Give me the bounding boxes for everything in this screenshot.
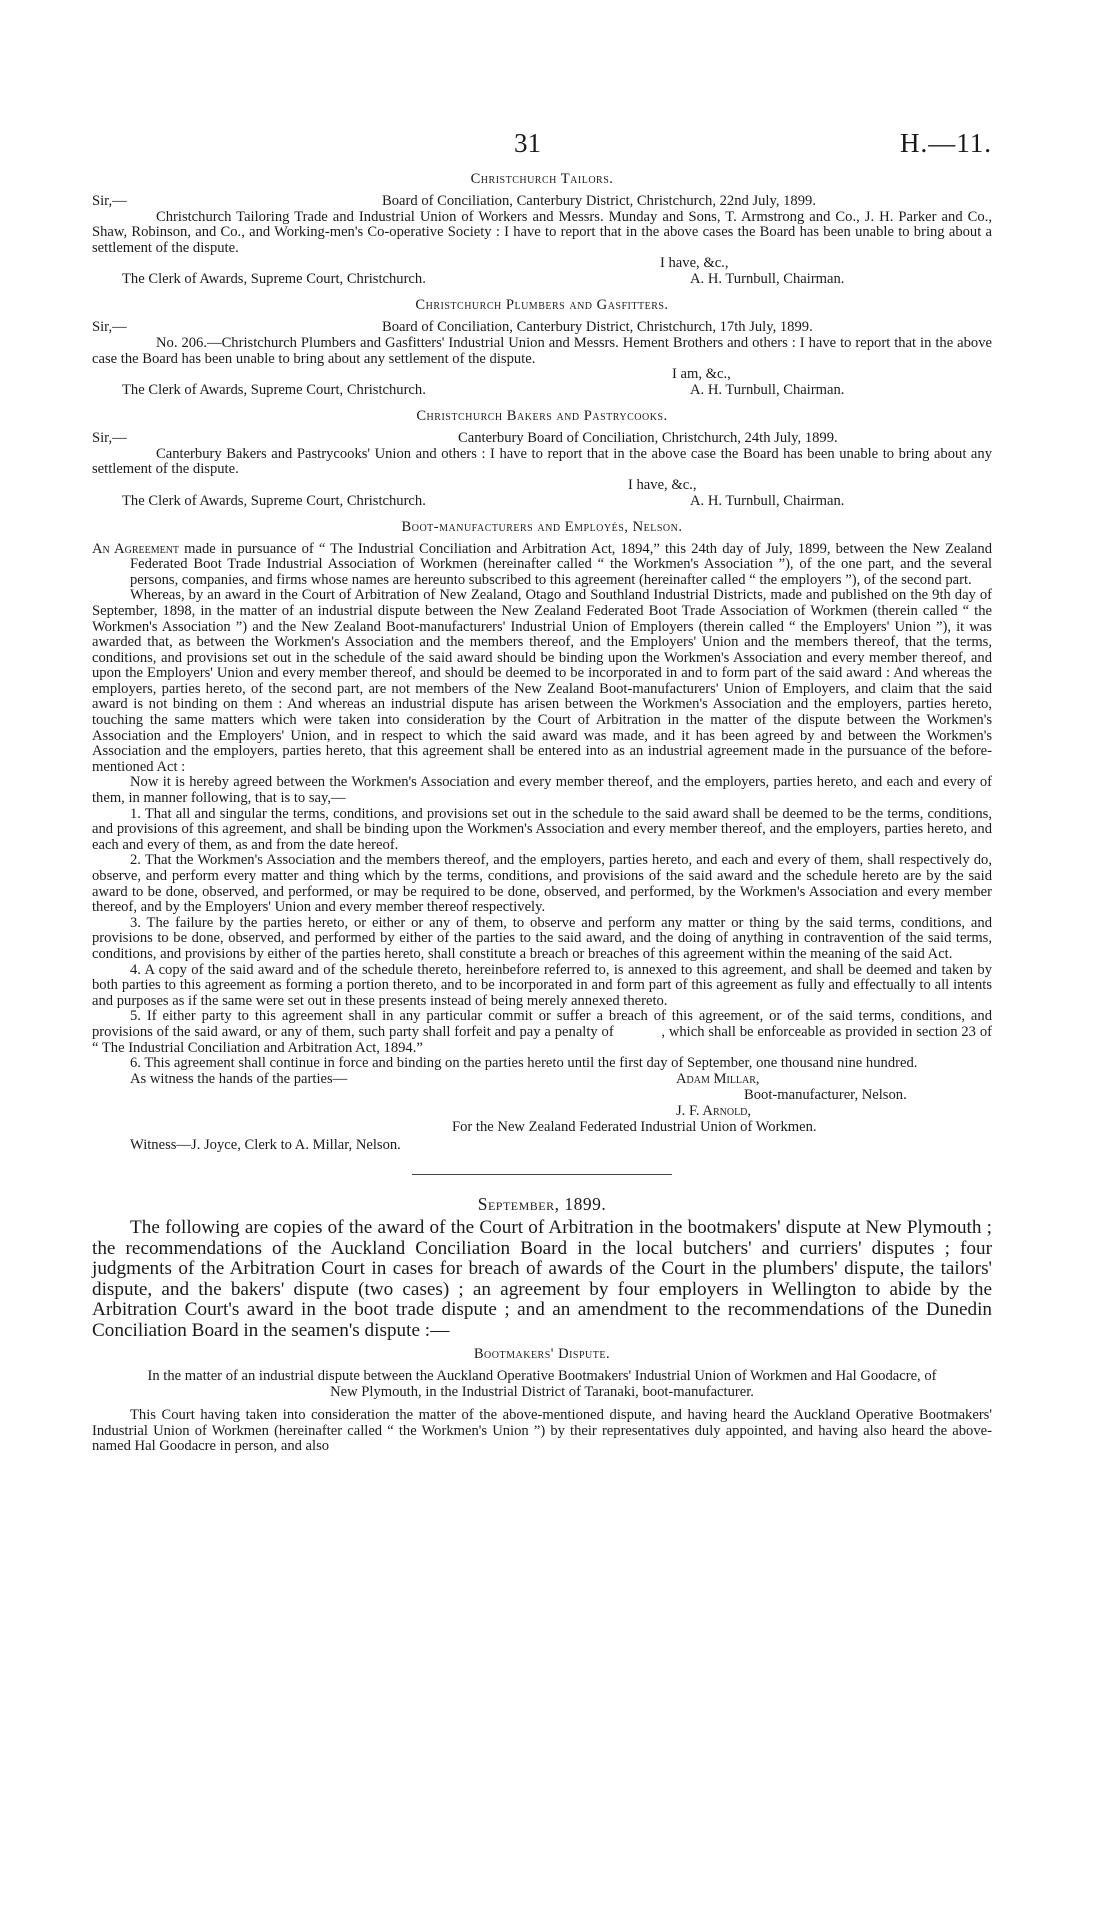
salutation: Sir,—: [92, 192, 127, 209]
witness-hands: As witness the hands of the parties—: [130, 1070, 348, 1087]
letter-body: Christchurch Tailoring Trade and Industrial Union of Workers and Messrs. Munday and Sons, T. Armstrong and Co., J. H. Parker and Co., Shaw, Robinson, and Co., and Working-men's Co-operative Society : I have to report that in the above cases the Board has been unable to bring about a settlement of the dispute.: [92, 208, 992, 256]
letter-addressee: The Clerk of Awards, Supreme Court, Christchurch.: [122, 271, 426, 288]
agreement-clause: 3. The failure by the parties hereto, or either or any of them, to observe and perform any matter or thing by the said terms, conditions, and provisions to be done, observed, and performed by either of the parties to the said award, and the doing of anything in contravention of the said terms, conditions, and provisions by either of the parties hereto, shall constitute a breach or breaches of this agreement within the meaning of the said Act.: [92, 914, 992, 962]
section-heading: Christchurch Tailors.: [470, 171, 614, 187]
section-heading: Bootmakers' Dispute.: [473, 1346, 611, 1363]
document-page: [92, 0, 992, 1916]
page-number: 31: [514, 128, 541, 158]
witness-line: Witness—J. Joyce, Clerk to A. Millar, Nelson.: [130, 1136, 401, 1153]
letter-addressee: The Clerk of Awards, Supreme Court, Christchurch.: [122, 382, 426, 399]
letter-closing: I have, &c.,: [628, 476, 697, 493]
salutation: Sir,—: [92, 318, 127, 335]
section-tailors: [92, 172, 992, 288]
signatory-name: Adam Millar,: [676, 1070, 760, 1087]
letter-place-date: Canterbury Board of Conciliation, Christchurch, 24th July, 1899.: [458, 429, 838, 446]
agreement-clause: 6. This agreement shall continue in force and binding on the parties hereto until the first day of September, one thousand nine hundred.: [130, 1055, 918, 1072]
document-reference: H.—11.: [900, 128, 992, 158]
agreement-intro: An Agreement made in pursuance of “ The Industrial Conciliation and Arbitration Act, 1894,” this 24th day of July, 1899, between the New Zealand Federated Boot Trade Industrial Association of Workmen (hereinafter called “ the Workmen's Association ”), of the one part, and the several persons, companies, and firms whose names are hereunto subscribed to this agreement (hereinafter called “ the employers ”), of the second part.: [92, 540, 992, 588]
signatory-title: Boot-manufacturer, Nelson.: [744, 1086, 907, 1103]
letter-place-date: Board of Conciliation, Canterbury District, Christchurch, 22nd July, 1899.: [382, 192, 816, 209]
section-boot-agreement: [92, 520, 992, 1152]
salutation: Sir,—: [92, 429, 127, 446]
section-heading: Christchurch Bakers and Pastrycooks.: [416, 408, 668, 425]
section-heading: Boot-manufacturers and Employés, Nelson.: [401, 518, 683, 535]
agreement-clause: 5. If either party to this agreement shall in any particular commit or suffer a breach of this agreement, or of the said terms, conditions, and provisions of the said award, or any of them, such party shall forfeit and pay a penalty of , which shall be enforceable as provided in section 23 of “ The Industrial Conciliation and Arbitration Act, 1894.”: [92, 1008, 992, 1056]
court-paragraph: This Court having taken into consideration the matter of the above-mentioned dispute, and having heard the Auckland Operative Bootmakers' Industrial Union of Workmen (hereinafter called “ the Workmen's Union ”) by their representatives duly appointed, and having also heard the above-named Hal Goodacre in person, and also: [92, 1407, 992, 1455]
letter-body: Canterbury Bakers and Pastrycooks' Union and others : I have to report that in the above case the Board has been unable to bring about any settlement of the dispute.: [92, 445, 992, 478]
agreement-clause: 2. That the Workmen's Association and the members thereof, and the employers, parties hereto, and each and every of them, shall respectively do, observe, and perform every matter and thing which by the terms, conditions, and provisions of the said award and the schedule hereto are by the said award to be done, observed, and performed, or may be required to be done, observed, and performed, by the Workmen's Association and every member thereof, and by the Employers' Union and every member thereof respectively.: [92, 852, 992, 916]
agreement-lead: An Agreement: [92, 540, 180, 557]
signatory-name: J. F. Arnold,: [676, 1102, 752, 1119]
letter-signature: A. H. Turnbull, Chairman.: [690, 271, 845, 288]
section-bakers: [92, 409, 992, 510]
agreement-whereas: Whereas, by an award in the Court of Arbitration of New Zealand, Otago and Southland Industrial Districts, made and published on the 9th day of September, 1898, in the matter of an industrial dispute between the New Zealand Federated Boot Trade Association of Workmen (therein called “ the Workmen's Association ”) and the New Zealand Boot-manufacturers' Industrial Union of Employers (therein called “ the Employers' Union ”), it was awarded that, as between the Workmen's Association and the members thereof, and the Employers' Union and the members thereof, that the terms, conditions, and provisions set out in the schedule of the said award should be binding upon the Workmen's Association and every member thereof, and upon the Employers' Union and every member thereof, and should be deemed to be incorporated in and to form part of the said award : And whereas the employers, parties hereto, of the second part, are not members of the New Zealand Boot-manufacturers' Union of Employers, and claim that the said award is not binding on them : And whereas an industrial dispute has arisen between the Workmen's Association and the employers, parties hereto, touching the same matters which were taken into consideration by the Court of Arbitration in the matter of the dispute between the Workmen's Association and the Employers' Union, and in respect to which the said award was made, and it has been agreed by and between the Workmen's Association and the employers, parties hereto, that this agreement shall be entered into as an industrial agreement made in the pursuance of the before-mentioned Act :: [92, 587, 992, 775]
letter-signature: A. H. Turnbull, Chairman.: [690, 382, 845, 399]
letter-addressee: The Clerk of Awards, Supreme Court, Christchurch.: [122, 492, 426, 509]
agreement-now: Now it is hereby agreed between the Workmen's Association and every member thereof, and the employers, parties hereto, and each and every of them, in manner following, that is to say,—: [92, 774, 992, 807]
letter-place-date: Board of Conciliation, Canterbury District, Christchurch, 17th July, 1899.: [382, 318, 813, 335]
signatory-title: For the New Zealand Federated Industrial Union of Workmen.: [452, 1118, 817, 1135]
page-content: [92, 172, 992, 1455]
agreement-clause: 4. A copy of the said award and of the schedule thereto, hereinbefore referred to, is annexed to this agreement, and shall be deemed and taken by both parties to this agreement as forming a portion thereto, and to be incorporated in and form part of this agreement as fully and effectually to all intents and purposes as if the same were set out in these presents instead of being merely annexed thereto.: [92, 961, 992, 1009]
section-plumbers: [92, 298, 992, 399]
letter-signature: A. H. Turnbull, Chairman.: [690, 492, 845, 509]
page-header: [92, 128, 992, 160]
letter-closing: I have, &c.,: [660, 255, 729, 272]
matter-paragraph: In the matter of an industrial dispute between the Auckland Operative Bootmakers' Industrial Union of Workmen and Hal Goodacre, of New Plymouth, in the Industrial District of Taranaki, boot-manufacturer.: [147, 1367, 937, 1400]
letter-closing: I am, &c.,: [672, 366, 731, 383]
agreement-clause: 1. That all and singular the terms, conditions, and provisions set out in the schedule to the said award shall be deemed to be the terms, conditions, and provisions of this agreement, and shall be binding upon the Workmen's Association and every member thereof, and the employers, parties hereto, and each and every of them, as and from the date hereof.: [92, 805, 992, 853]
section-heading: Christchurch Plumbers and Gasfitters.: [415, 297, 669, 314]
intro-paragraph: The following are copies of the award of the Court of Arbitration in the bootmakers' dispute at New Plymouth ; the recommendations of the Auckland Conciliation Board in the local butchers' and curriers' disputes ; four judgments of the Arbitration Court in cases for breach of awards of the Court in the plumbers' dispute, the tailors' dispute, and the bakers' dispute (two cases) ; an agreement by four employers in Wellington to abide by the Arbitration Court's award in the boot trade dispute ; and an amendment to the recommendations of the Dunedin Conciliation Board in the seamen's dispute :—: [92, 1217, 992, 1341]
month-heading: September, 1899.: [477, 1193, 607, 1214]
section-september: [92, 1193, 992, 1455]
letter-body: No. 206.—Christchurch Plumbers and Gasfitters' Industrial Union and Messrs. Hement Brothers and others : I have to report that in the above case the Board has been unable to bring about any settlement of the dispute.: [92, 334, 992, 367]
